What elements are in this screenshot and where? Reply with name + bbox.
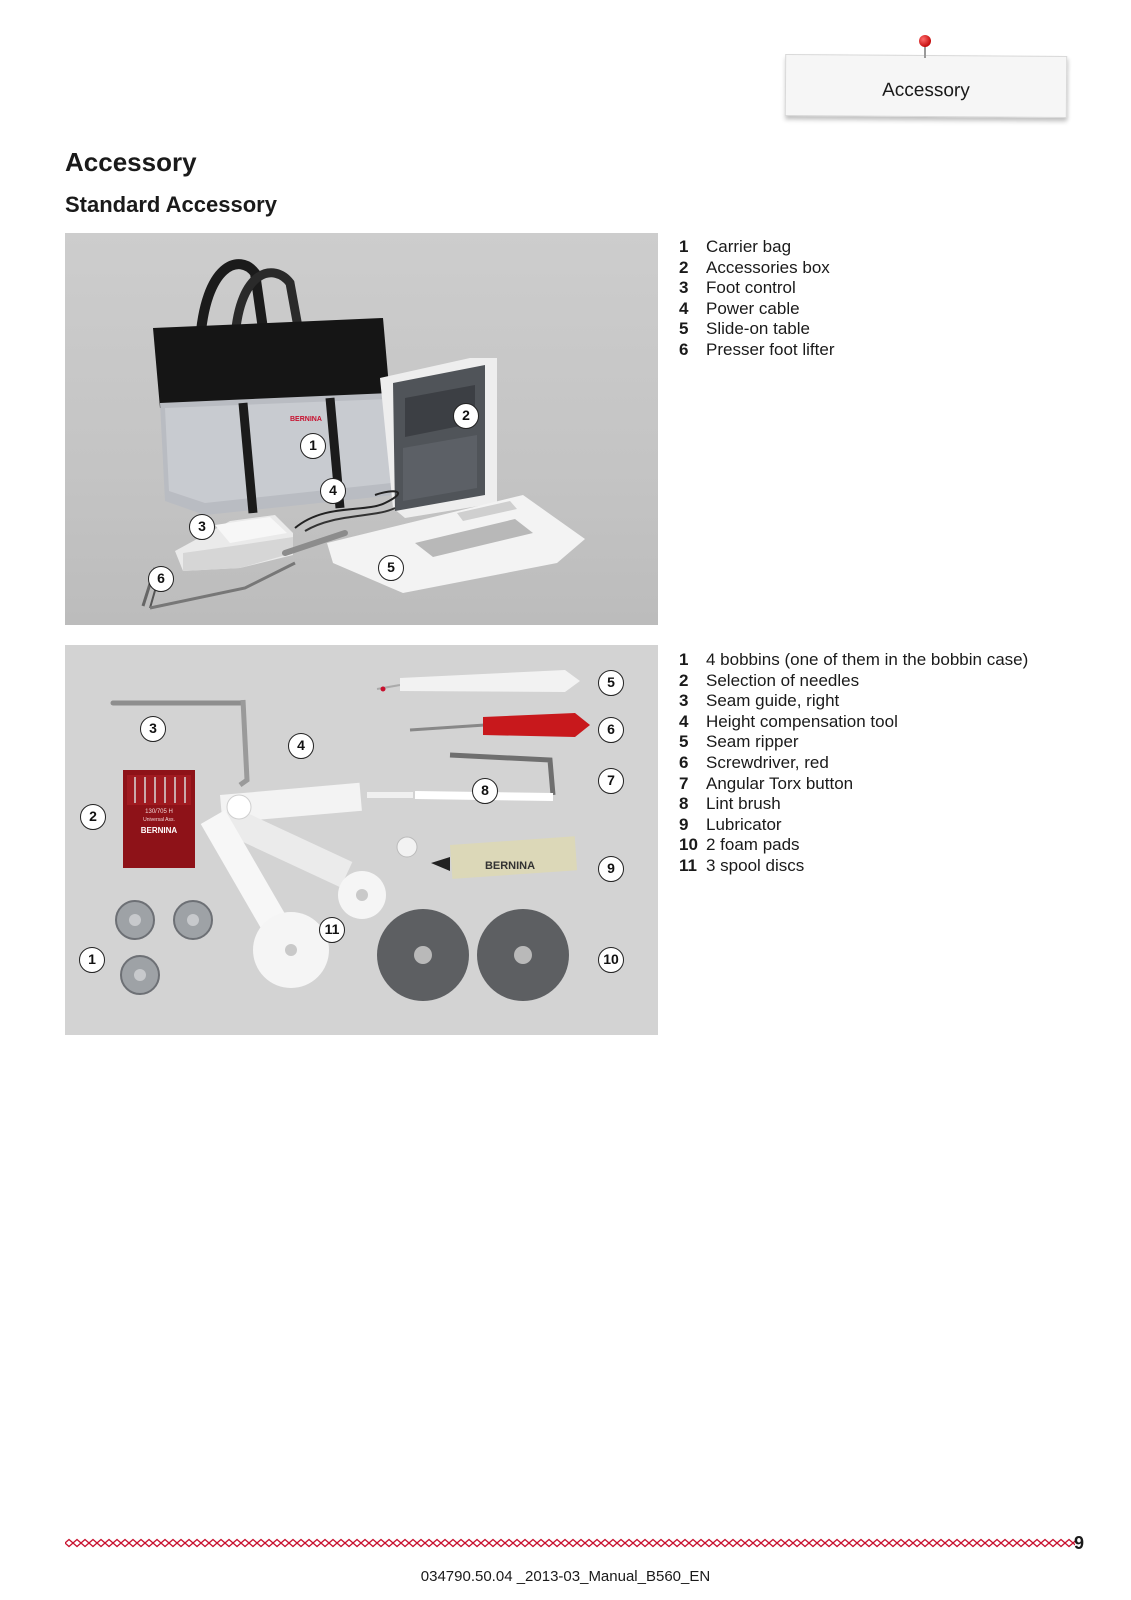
callout-5: 5 bbox=[598, 670, 624, 696]
list-item: 5 Seam ripper bbox=[679, 732, 799, 752]
list-item: 11 3 spool discs bbox=[679, 855, 805, 875]
list-item: 1 4 bobbins (one of them in the bobbin case) bbox=[679, 650, 1029, 669]
callout-11: 11 bbox=[319, 917, 345, 943]
callout-6: 6 bbox=[148, 566, 174, 592]
callout-4: 4 bbox=[320, 478, 346, 504]
list-item: 5 Slide-on table bbox=[679, 319, 810, 339]
callout-1: 1 bbox=[300, 433, 326, 459]
list-item: 8 Lint brush bbox=[679, 794, 781, 814]
small-accessory-illustration bbox=[65, 645, 658, 1035]
needle-pack-sublabel: Universal Ass. bbox=[143, 817, 175, 823]
bag-brand-label: BERNINA bbox=[290, 416, 322, 423]
standard-accessory-illustration bbox=[65, 233, 658, 625]
callout-1: 1 bbox=[79, 947, 105, 973]
list-item: 10 2 foam pads bbox=[679, 835, 800, 855]
callout-2: 2 bbox=[80, 804, 106, 830]
list-item: 7 Angular Torx button bbox=[679, 773, 854, 793]
callout-7: 7 bbox=[598, 768, 624, 794]
callout-3: 3 bbox=[189, 514, 215, 540]
standard-accessory-list bbox=[679, 237, 835, 361]
needle-pack-brand: BERNINA bbox=[140, 826, 178, 835]
list-item: 9 Lubricator bbox=[679, 814, 782, 834]
page-title: Accessory bbox=[65, 147, 197, 177]
callout-8: 8 bbox=[472, 778, 498, 804]
list-item: 3 Foot control bbox=[679, 278, 796, 298]
page-number: 9 bbox=[1074, 1533, 1085, 1553]
list-item: 4 Power cable bbox=[679, 298, 800, 318]
callout-9: 9 bbox=[598, 856, 624, 882]
list-item: 2 Accessories box bbox=[679, 257, 830, 277]
callout-3: 3 bbox=[140, 716, 166, 742]
document-code: 034790.50.04 _2013-03_Manual_B560_EN bbox=[420, 1568, 711, 1585]
list-item: 2 Selection of needles bbox=[679, 670, 860, 690]
lubricator-brand: BERNINA bbox=[484, 860, 536, 872]
list-item: 3 Seam guide, right bbox=[679, 691, 840, 711]
section-tab bbox=[785, 54, 1067, 118]
callout-5: 5 bbox=[378, 555, 404, 581]
list-item: 6 Presser foot lifter bbox=[679, 339, 835, 359]
standard-accessory-photo bbox=[65, 233, 658, 625]
list-item: 1 Carrier bag bbox=[679, 237, 792, 256]
list-item: 4 Height compensation tool bbox=[679, 711, 898, 731]
section-tab-label: Accessory bbox=[882, 79, 970, 102]
needle-pack-label: 130/705 H bbox=[145, 809, 173, 815]
pin-icon bbox=[919, 35, 931, 47]
callout-10: 10 bbox=[598, 947, 624, 973]
callout-4: 4 bbox=[288, 733, 314, 759]
small-accessory-list bbox=[679, 650, 1028, 877]
section-title: Standard Accessory bbox=[65, 192, 277, 217]
callout-2: 2 bbox=[453, 403, 479, 429]
pin-needle bbox=[924, 46, 926, 58]
decorative-zigzag-rule bbox=[65, 1538, 1075, 1548]
list-item: 6 Screwdriver, red bbox=[679, 752, 829, 772]
small-accessory-photo bbox=[65, 645, 658, 1035]
callout-6: 6 bbox=[598, 717, 624, 743]
